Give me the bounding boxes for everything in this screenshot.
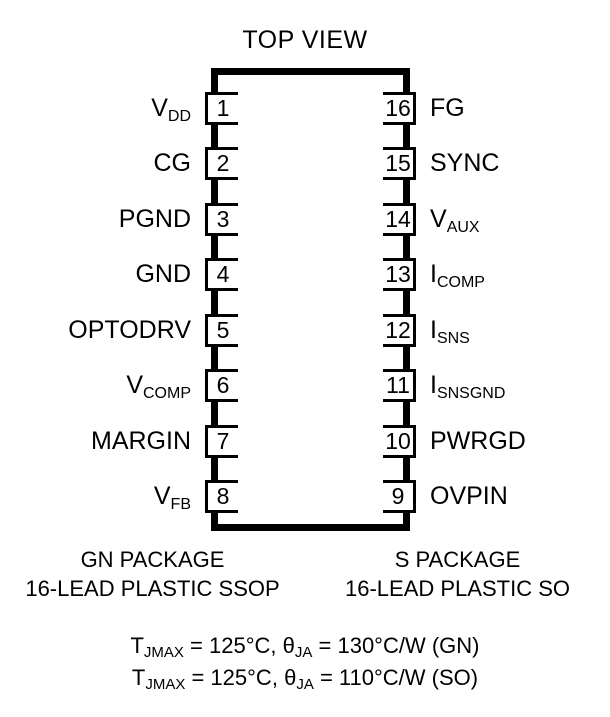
pin-label: SYNC [430, 149, 500, 177]
pin-number-box: 7 [205, 425, 238, 458]
pin-label: GND [135, 260, 191, 288]
thermal-note-line: $T_{JMAX} = 125^\circ C$, $\theta_{JA} = 110^\circ C/W$ (SO) [131, 664, 479, 693]
thermal-subscript: JMAX [143, 644, 184, 661]
pin-number-box: 1 [205, 92, 238, 125]
pin-number-box: 15 [383, 147, 416, 180]
package-caption-gn [0, 545, 305, 603]
pin-label: MARGIN [91, 426, 191, 455]
pin-label: PGND [118, 204, 191, 233]
package-body-outline [211, 68, 410, 531]
pin-label: PWRGD [430, 426, 526, 455]
pin-number-box: 4 [205, 258, 238, 291]
thermal-note-line: $T_{JMAX} = 125^\circ C$, $\theta_{JA} = 130^\circ C/W$ (GN) [130, 633, 480, 661]
pin-label: $V_{FB}$ [153, 482, 191, 513]
pin-label: $I_{SNS}$ [430, 315, 470, 347]
thermal-subscript: JA [294, 644, 313, 661]
pin-row [383, 90, 610, 126]
pin-number-box: 6 [205, 369, 238, 402]
pin-label-subscript: COMP [143, 385, 191, 402]
pin-label: $I_{SNSGND}$ [430, 371, 506, 402]
pin-row [383, 257, 610, 293]
pin-number-box: 2 [205, 147, 238, 180]
pin-row [383, 201, 610, 237]
pin-number-box: 9 [383, 480, 416, 513]
thermal-notes [0, 630, 610, 694]
pin-number-box: 12 [383, 314, 416, 347]
pin-label: $V_{AUX}$ [430, 204, 480, 236]
pin-label-subscript: FB [170, 496, 191, 513]
pin-number-box: 14 [383, 203, 416, 236]
pin-number-box: 16 [383, 92, 416, 125]
package-name-gn: GN PACKAGE [80, 547, 225, 572]
pin-label-subscript: DD [167, 107, 191, 125]
pin-row [383, 479, 610, 515]
thermal-subscript: JA [296, 675, 314, 693]
pin-number-box: 13 [383, 258, 416, 291]
pin-row [0, 90, 238, 126]
pin-label: FG [430, 93, 465, 122]
top-view-title: TOP VIEW [242, 26, 368, 54]
pin-row [383, 368, 610, 404]
pin-row [383, 146, 610, 182]
pin-row [383, 312, 610, 348]
pin-label: OPTODRV [68, 315, 191, 344]
pin-number-box: 11 [383, 369, 416, 402]
package-desc-gn: 16-LEAD PLASTIC SSOP [25, 576, 280, 602]
pin-label: $V_{DD}$ [151, 93, 191, 125]
pin-row [0, 479, 238, 515]
package-captions [0, 545, 610, 603]
pin-row [0, 368, 238, 404]
pin-label-subscript: COMP [436, 274, 485, 291]
pin-label: OVPIN [430, 482, 508, 510]
pin-row [383, 423, 610, 459]
pin-label: CG [153, 149, 191, 177]
pin-row [0, 146, 238, 182]
pin-row [0, 423, 238, 459]
package-name-s: S PACKAGE [394, 547, 521, 572]
thermal-subscript: JMAX [145, 675, 186, 693]
pin-label: $I_{COMP}$ [430, 260, 485, 291]
pin-label: $V_{COMP}$ [126, 371, 191, 402]
pin-number-box: 8 [205, 480, 238, 513]
pin-row [0, 312, 238, 348]
pin-label-subscript: SNSGND [436, 385, 506, 402]
pin-row [0, 257, 238, 293]
pin-label-subscript: SNS [436, 329, 470, 347]
pin-row [0, 201, 238, 237]
package-caption-s [305, 545, 610, 603]
pin-number-box: 3 [205, 203, 238, 236]
pin-number-box: 5 [205, 314, 238, 347]
pin-number-box: 10 [383, 425, 416, 458]
pin-label-subscript: AUX [446, 218, 480, 236]
package-desc-s: 16-LEAD PLASTIC SO [345, 576, 570, 602]
